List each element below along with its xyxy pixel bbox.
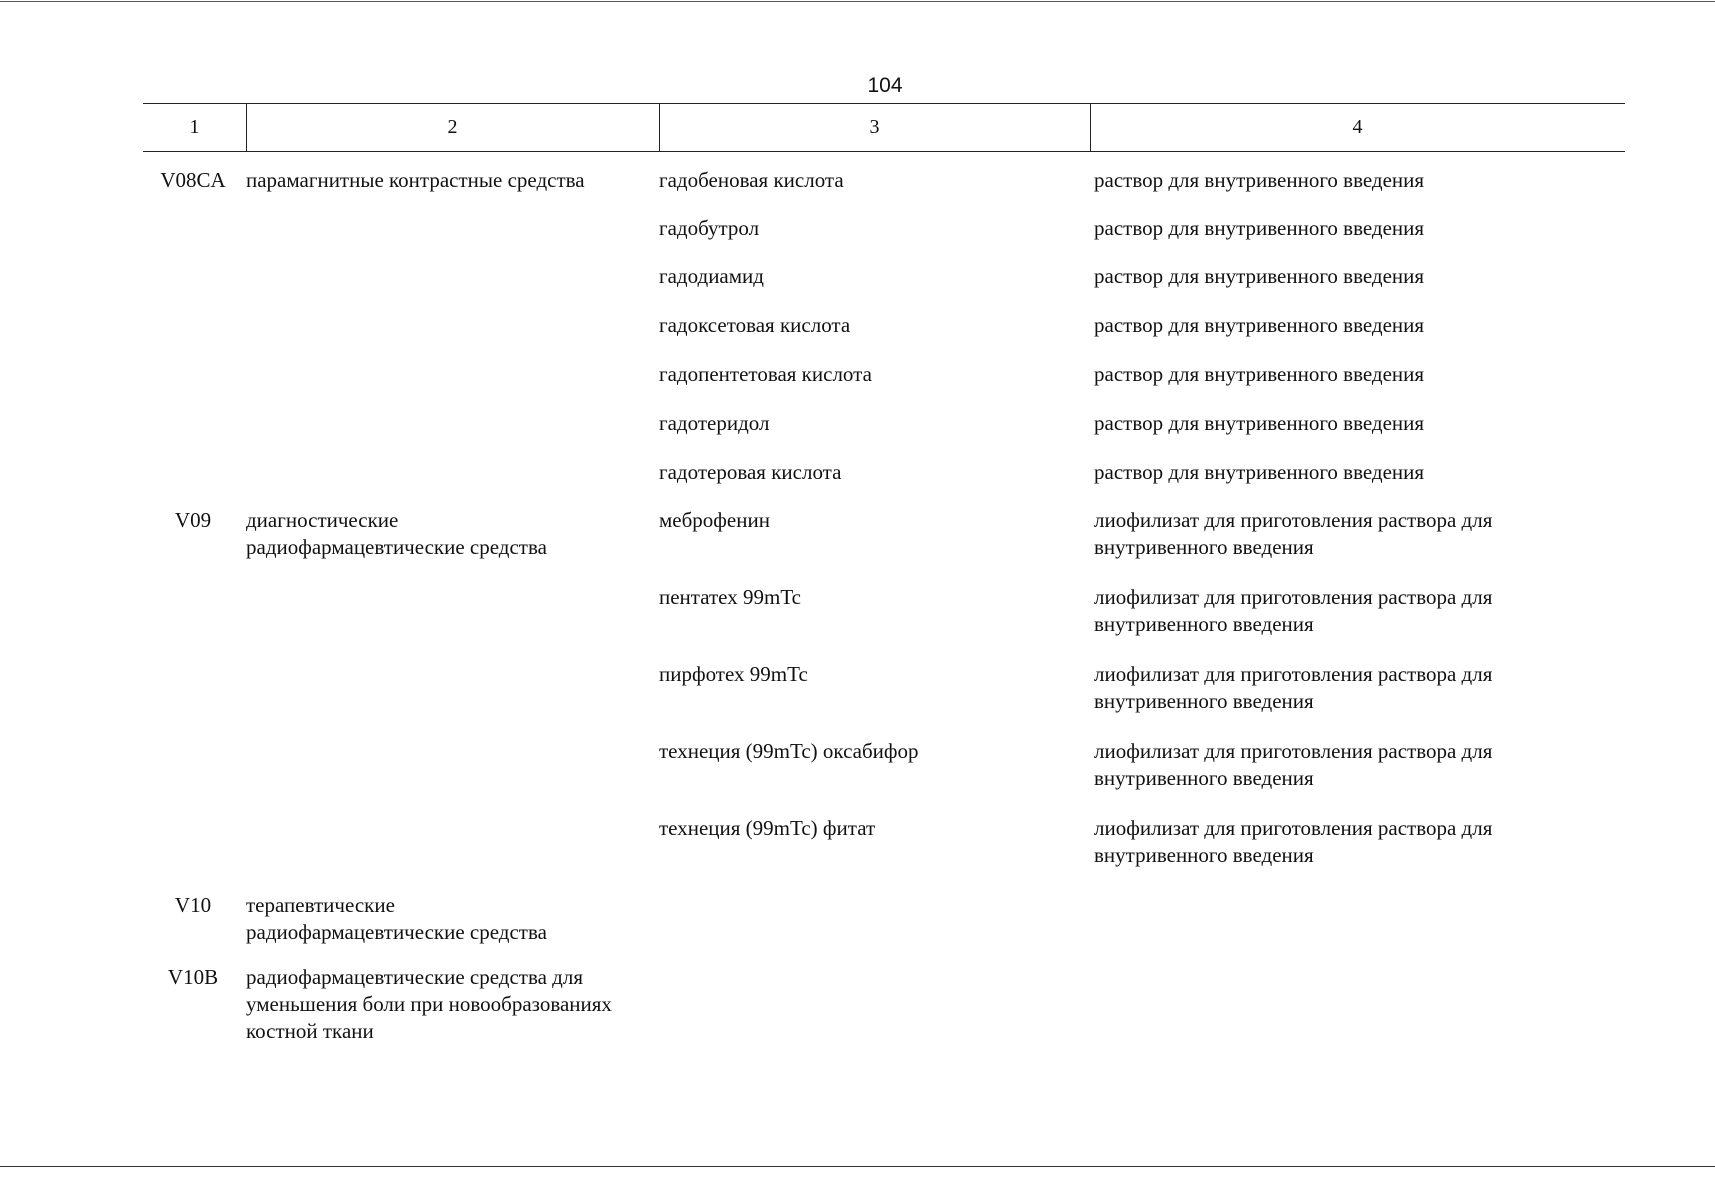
dosage-form: раствор для внутривенного введения	[1094, 362, 1425, 386]
header-col-1: 1	[189, 116, 200, 138]
atc-code: V09	[174, 508, 212, 532]
atc-code: V10	[174, 893, 212, 917]
drug-name: технеция (99mTc) оксабифор	[659, 739, 919, 763]
drug-name: меброфенин	[659, 508, 770, 532]
scan-top-edge	[0, 1, 1715, 2]
drug-name: гадотеридол	[659, 411, 770, 435]
dosage-form: лиофилизат для приготовления раствора для внутривенного введения	[1094, 585, 1493, 636]
dosage-form: раствор для внутривенного введения	[1094, 460, 1425, 484]
drug-name: гадобутрол	[659, 216, 760, 240]
drug-name: гадобеновая кислота	[659, 168, 844, 192]
group-name: радиофармацевтические средства для уменьшения боли при новообразованиях костной ткани	[246, 965, 612, 1043]
group-name: диагностические радиофармацевтические средства	[246, 508, 547, 559]
dosage-form: лиофилизат для приготовления раствора для внутривенного введения	[1094, 662, 1493, 713]
header-col-4: 4	[1352, 116, 1363, 138]
scan-bottom-edge	[0, 1166, 1715, 1167]
drug-name: гадопентетовая кислота	[659, 362, 872, 386]
group-name: терапевтические радиофармацевтические средства	[246, 893, 547, 944]
drug-name: гадодиамид	[659, 264, 764, 288]
dosage-form: раствор для внутривенного введения	[1094, 216, 1425, 240]
header-col-3: 3	[869, 116, 880, 138]
dosage-form: лиофилизат для приготовления раствора для внутривенного введения	[1094, 508, 1493, 559]
dosage-form: раствор для внутривенного введения	[1094, 411, 1425, 435]
drug-name: гадоксетовая кислота	[659, 313, 851, 337]
group-name: парамагнитные контрастные средства	[246, 168, 585, 192]
dosage-form: раствор для внутривенного введения	[1094, 264, 1425, 288]
drug-name: гадотеровая кислота	[659, 460, 842, 484]
dosage-form: раствор для внутривенного введения	[1094, 168, 1425, 192]
drug-name: пирфотех 99mTc	[659, 662, 808, 686]
atc-code: V10B	[167, 965, 219, 989]
drug-name: пентатех 99mTc	[659, 585, 801, 609]
atc-code: V08CA	[160, 168, 226, 192]
page-number: 104	[867, 74, 903, 97]
dosage-form: лиофилизат для приготовления раствора для внутривенного введения	[1094, 816, 1493, 867]
table-header-bottom-border	[143, 151, 1625, 152]
drug-table	[143, 103, 1625, 1053]
dosage-form: раствор для внутривенного введения	[1094, 313, 1425, 337]
dosage-form: лиофилизат для приготовления раствора для внутривенного введения	[1094, 739, 1493, 790]
drug-name: технеция (99mTc) фитат	[659, 816, 876, 840]
header-col-2: 2	[447, 116, 458, 138]
